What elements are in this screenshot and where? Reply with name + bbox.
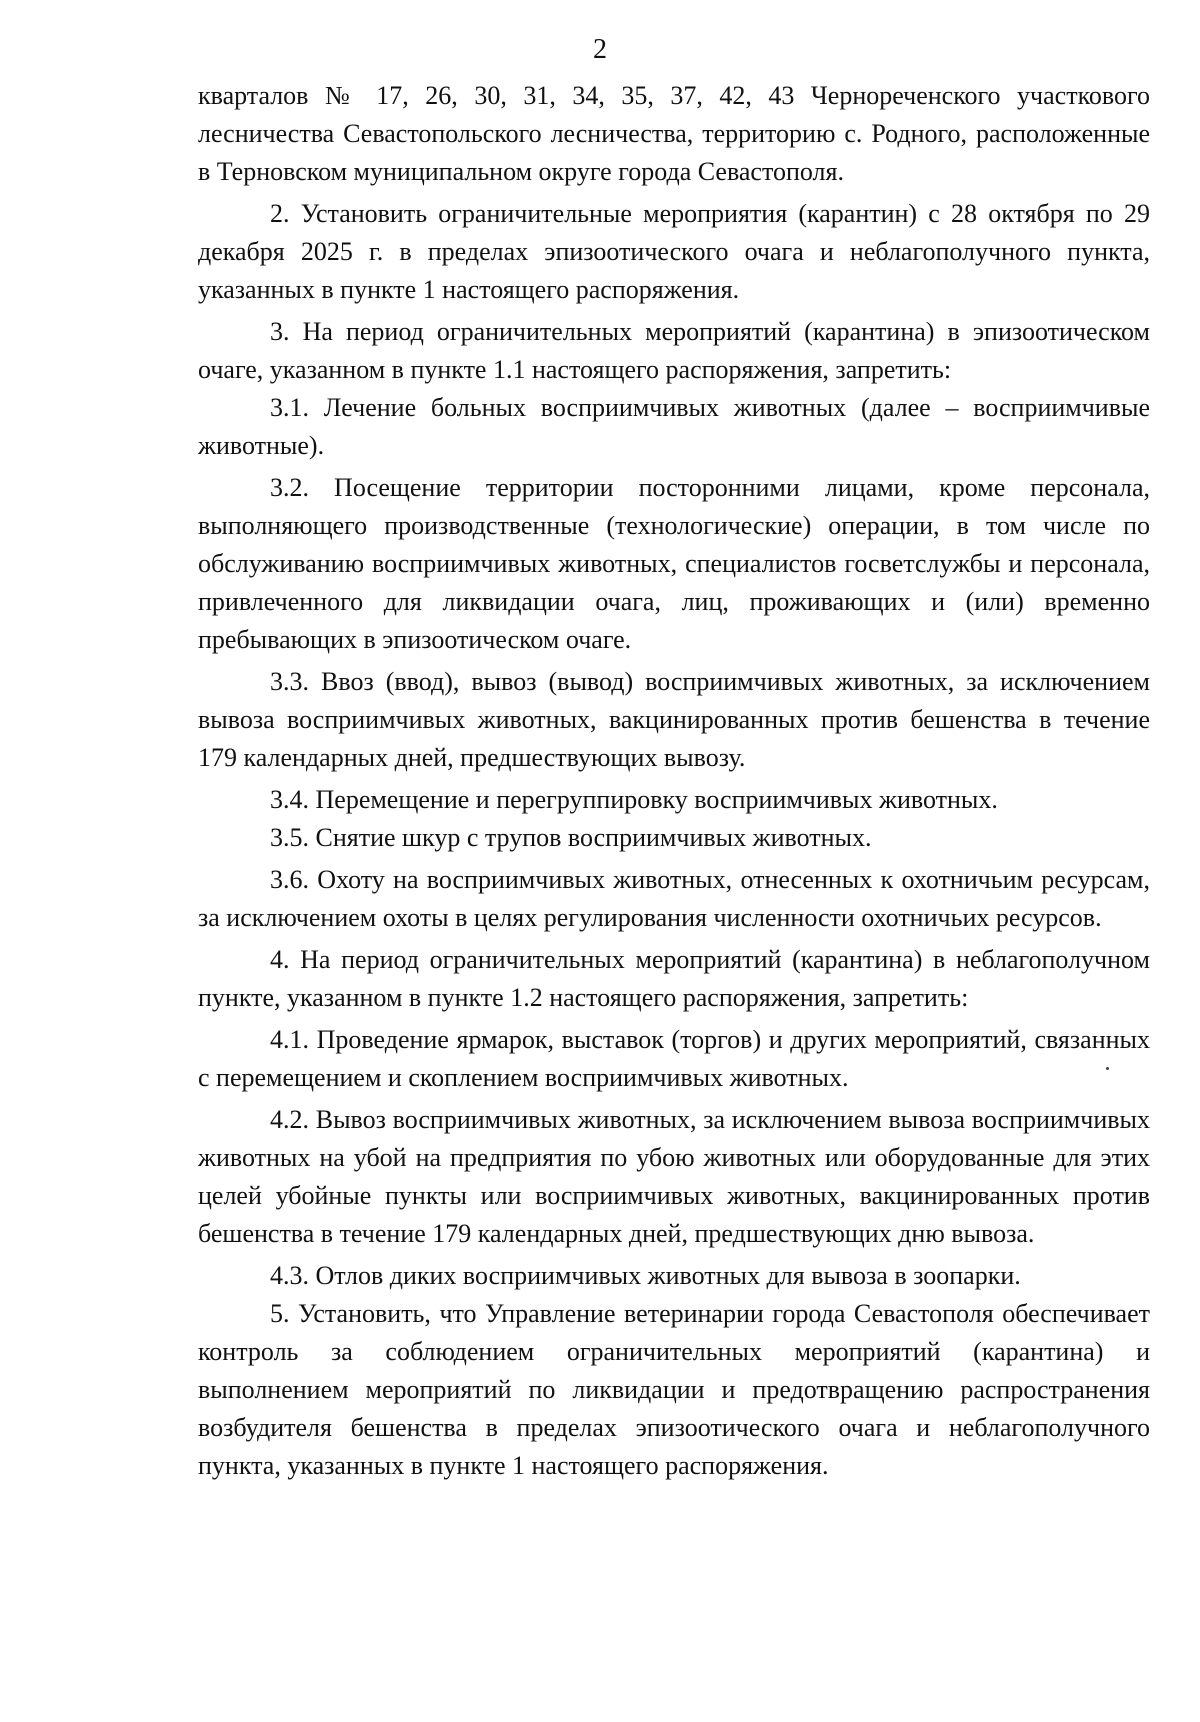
paragraph-3-2: 3.2. Посещение территории посторонними лицами, кроме персонала, выполняющего производственные (технологические) операции, в том числе по обслуживанию восприимчивых животных, специалистов госветслужбы и персонала, привлеченного для ликвидации очага, лиц, проживающих и (или) временно пребывающих в эпизоотическом очаге. [198,473,1150,654]
paragraph-3-4: 3.4. Перемещение и перегруппировку восприимчивых животных. [270,785,998,814]
paragraph-2: 2. Установить ограничительные мероприятия (карантин) с 28 октября по 29 декабря 2025 г. в пределах эпизоотического очага и неблагополучного пункта, указанных в пункте 1 настоящего распоряжения. [198,199,1150,304]
paragraph-5: 5. Установить, что Управление ветеринарии города Севастополя обеспечивает контроль за соблюдением ограничительных мероприятий (карантина) и выполнением мероприятий по ликвидации и предотвращению распространения возбудителя бешенства в пределах эпизоотического очага и неблагополучного пункта, указанных в пункте 1 настоящего распоряжения. [198,1299,1150,1480]
paragraph-3: 3. На период ограничительных мероприятий (карантина) в эпизоотическом очаге, указанном в пункте 1.1 настоящего распоряжения, запретить: [198,317,1150,384]
paragraph-4: 4. На период ограничительных мероприятий (карантина) в неблагополучном пункте, указанном в пункте 1.2 настоящего распоряжения, запретить: [198,945,1150,1012]
paragraph-1-continuation: кварталов № 17, 26, 30, 31, 34, 35, 37, 42, 43 Чернореченского участкового лесничества Севастопольского лесничества, территорию с. Родного, расположенные в Терновском муниципальном округе города Севастополя. [198,81,1150,186]
paragraph-3-5: 3.5. Снятие шкур с трупов восприимчивых животных. [270,823,872,852]
document-body [198,77,1150,1485]
page-number: 2 [593,34,607,65]
paragraph-3-1: 3.1. Лечение больных восприимчивых животных (далее – восприимчивые животные). [198,393,1150,460]
paragraph-3-3: 3.3. Ввоз (ввод), вывоз (вывод) восприимчивых животных, за исключением вывоза восприимчивых животных, вакцинированных против бешенства в течение 179 календарных дней, предшествующих вывозу. [198,667,1150,772]
paragraph-4-1: 4.1. Проведение ярмарок, выставок (торгов) и других мероприятий, связанных с перемещением и скоплением восприимчивых животных. [198,1025,1150,1092]
paragraph-4-3: 4.3. Отлов диких восприимчивых животных для вывоза в зоопарки. [270,1261,1021,1290]
scan-dot-mark [1106,1067,1109,1070]
paragraph-3-6: 3.6. Охоту на восприимчивых животных, отнесенных к охотничьим ресурсам, за исключением охоты в целях регулирования численности охотничьих ресурсов. [198,865,1150,932]
paragraph-4-2: 4.2. Вывоз восприимчивых животных, за исключением вывоза восприимчивых животных на убой на предприятия по убою животных или оборудованные для этих целей убойные пункты или восприимчивых животных, вакцинированных против бешенства в течение 179 календарных дней, предшествующих дню вывоза. [198,1105,1150,1248]
